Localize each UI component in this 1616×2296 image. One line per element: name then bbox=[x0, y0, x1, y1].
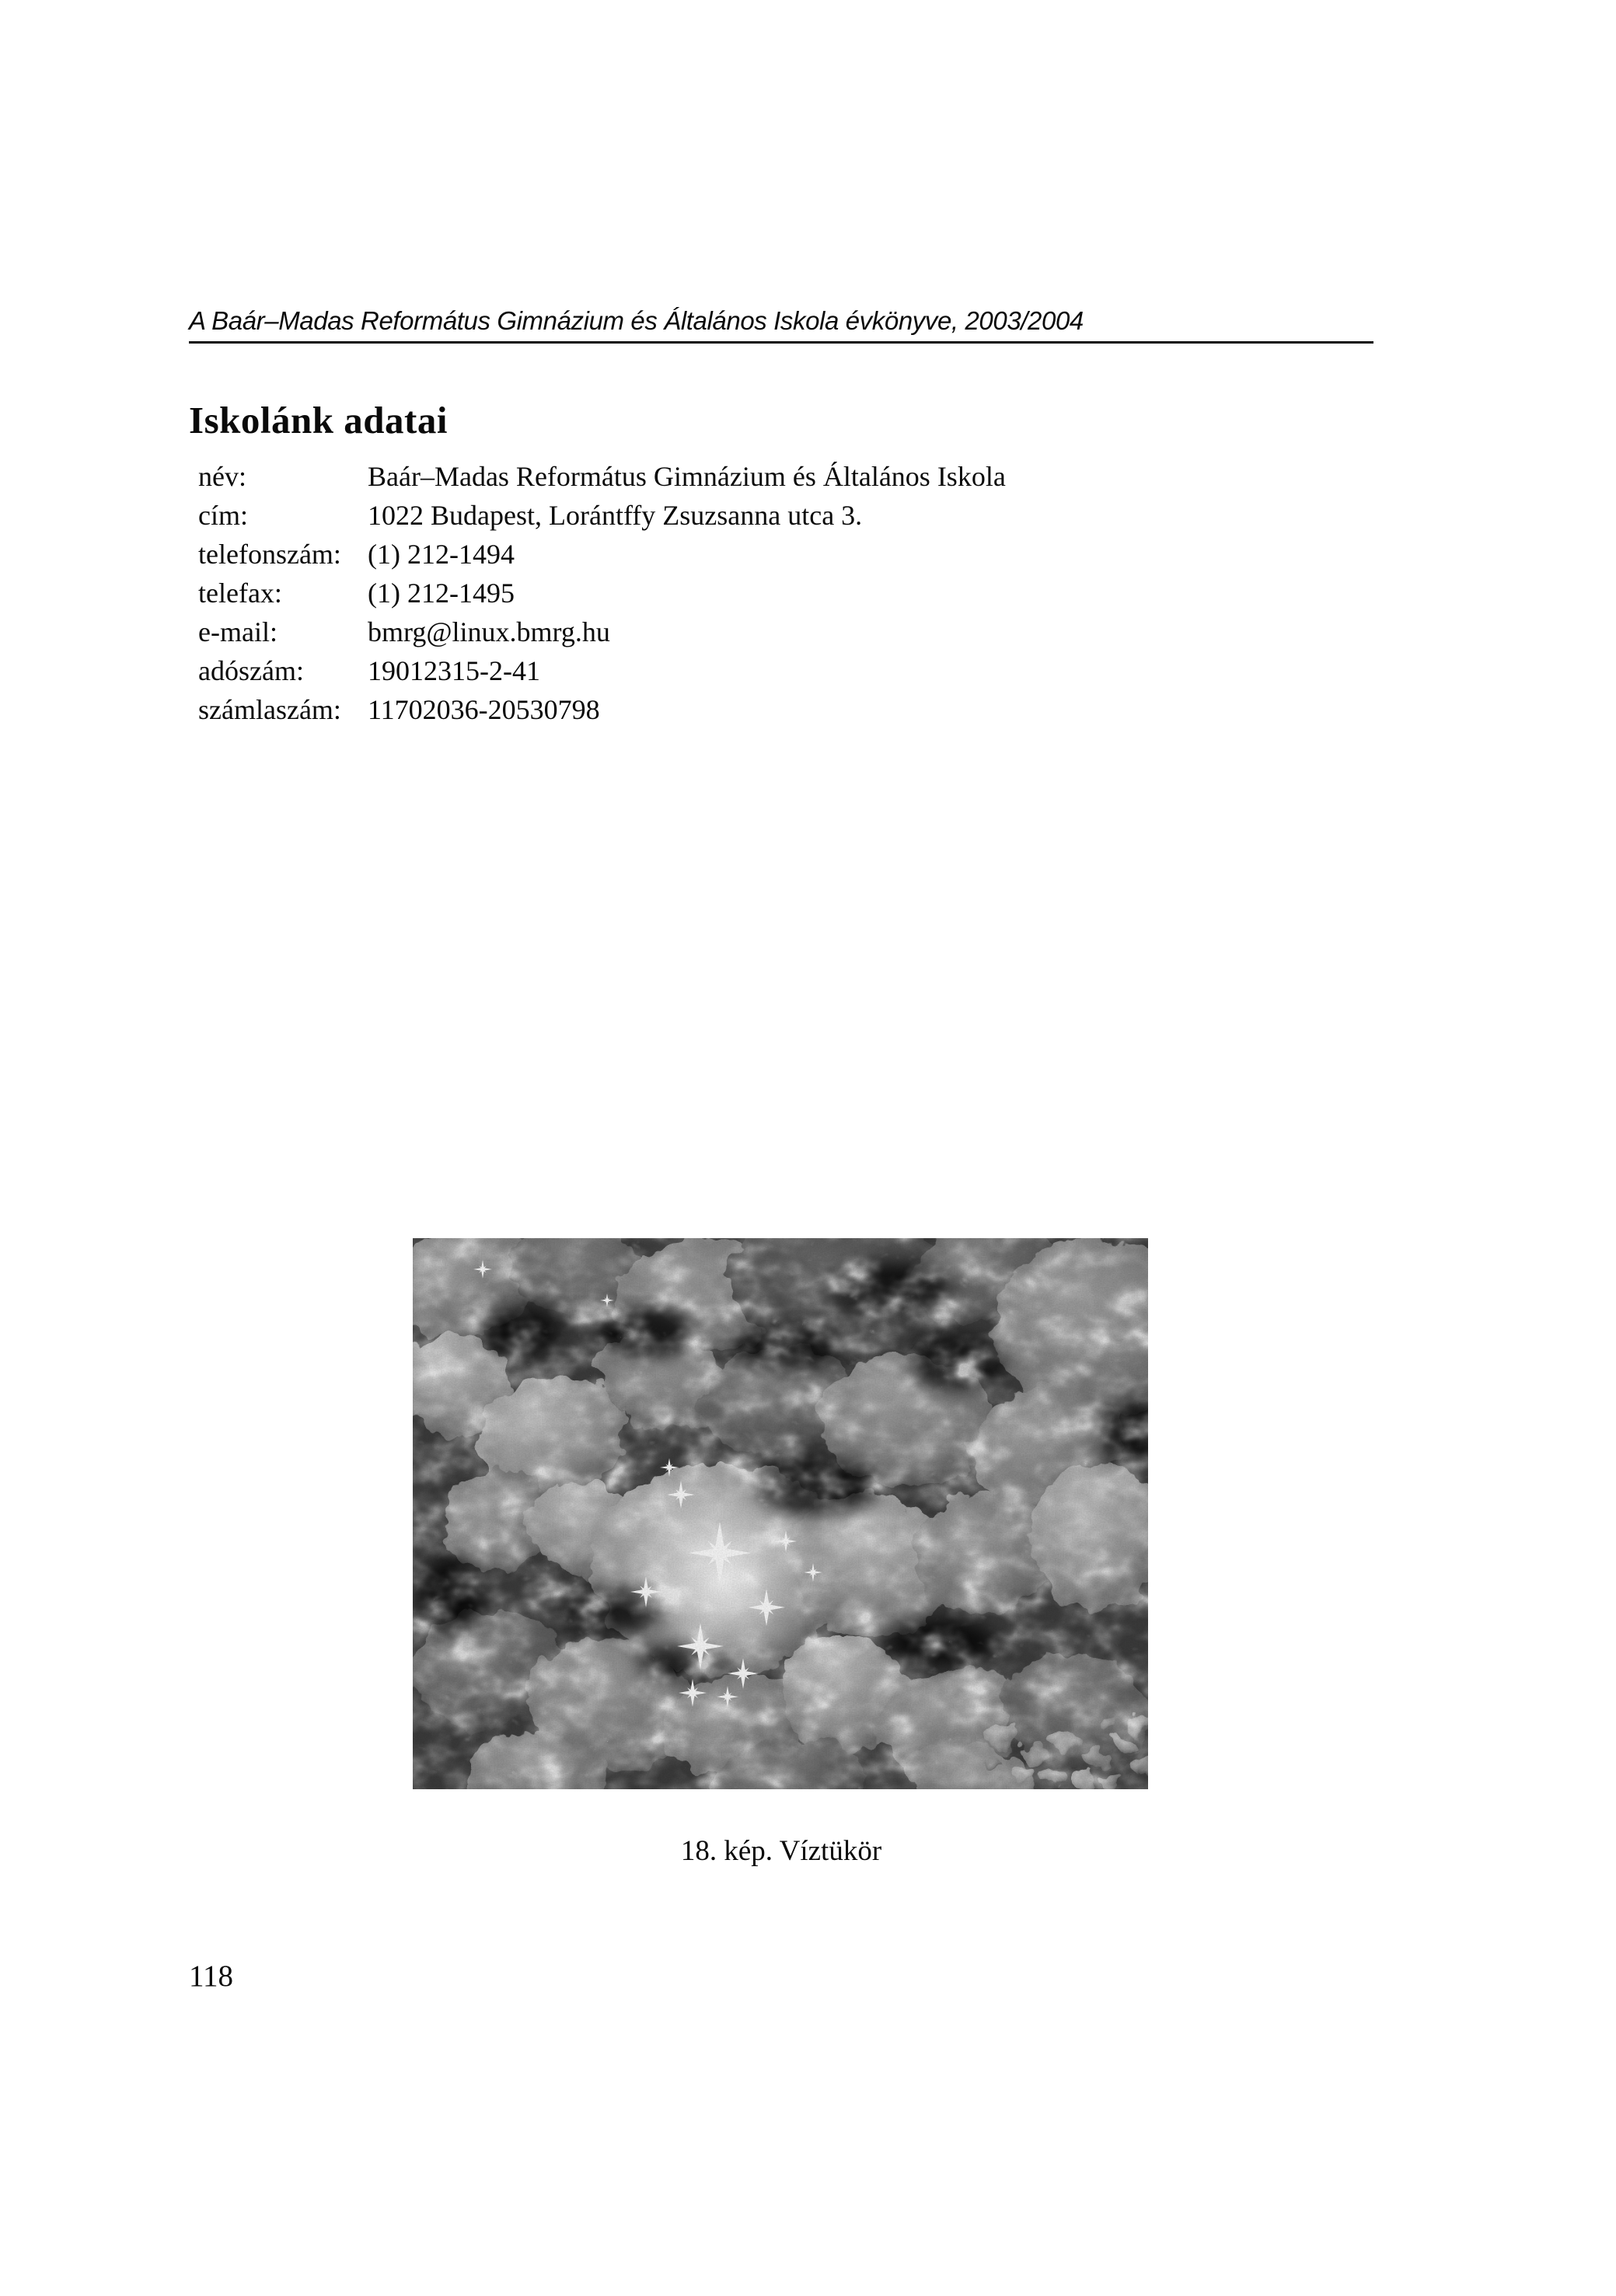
detail-value: (1) 212-1495 bbox=[368, 577, 515, 609]
water-rocks-illustration bbox=[413, 1238, 1148, 1789]
running-header: A Baár–Madas Református Gimnázium és Általános Iskola évkönyve, 2003/2004 bbox=[189, 306, 1084, 335]
header-rule bbox=[189, 341, 1373, 344]
figure-caption: 18. kép. Víztükör bbox=[680, 1835, 882, 1867]
detail-label: számlaszám: bbox=[198, 694, 341, 725]
figure-photo bbox=[413, 1238, 1148, 1789]
details-list bbox=[198, 457, 1286, 729]
detail-value: 19012315-2-41 bbox=[368, 655, 540, 686]
detail-row bbox=[198, 574, 1286, 612]
detail-row bbox=[198, 612, 1286, 651]
detail-label: e-mail: bbox=[198, 616, 277, 647]
detail-value: 11702036-20530798 bbox=[368, 694, 600, 725]
detail-label: cím: bbox=[198, 500, 248, 531]
detail-value: 1022 Budapest, Lorántffy Zsuzsanna utca 3. bbox=[368, 500, 863, 531]
detail-row bbox=[198, 651, 1286, 690]
detail-label: telefonszám: bbox=[198, 539, 341, 570]
detail-label: név: bbox=[198, 461, 246, 492]
page-title: Iskolánk adatai bbox=[189, 399, 448, 441]
page-number: 118 bbox=[189, 1959, 234, 1993]
detail-row bbox=[198, 457, 1286, 496]
detail-row bbox=[198, 690, 1286, 729]
detail-value: bmrg@linux.bmrg.hu bbox=[368, 616, 610, 647]
detail-row bbox=[198, 535, 1286, 574]
detail-label: adószám: bbox=[198, 655, 304, 686]
detail-row bbox=[198, 496, 1286, 535]
detail-value: Baár–Madas Református Gimnázium és Általános Iskola bbox=[368, 461, 1006, 492]
detail-value: (1) 212-1494 bbox=[368, 539, 515, 570]
detail-label: telefax: bbox=[198, 577, 282, 609]
